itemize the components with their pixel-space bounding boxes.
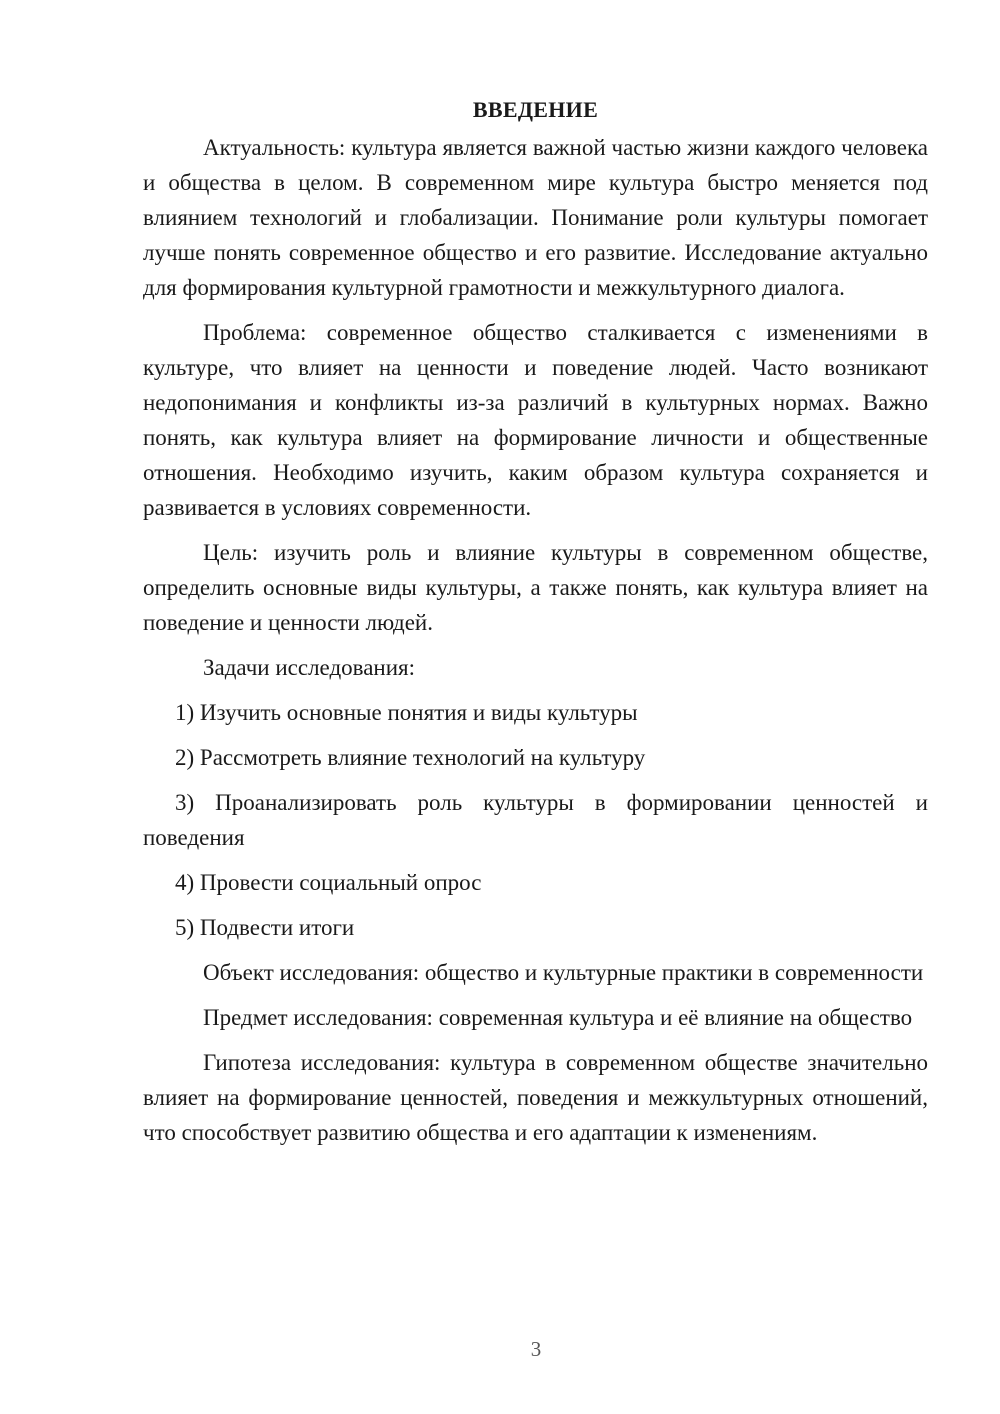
section-heading: ВВЕДЕНИЕ — [472, 97, 599, 122]
paragraph-relevance: Актуальность: культура является важной частью жизни каждого человека и общества в целом. В современном мире культура быстро меняется под влиянием технологий и глобализации. Понимание роли культуры помогает лучше понять современное общество и его развитие. Исследование актуально для формирования культурной грамотности и межкультурного диалога. — [143, 135, 928, 300]
paragraph-goal: Цель: изучить роль и влияние культуры в современном обществе, определить основные виды культуры, а также понять, как культура влияет на поведение и ценности людей. — [143, 540, 928, 635]
page-number: 3 — [530, 1337, 542, 1361]
task-item-2: 2) Рассмотреть влияние технологий на культуру — [175, 745, 646, 770]
task-item-5: 5) Подвести итоги — [175, 915, 355, 940]
paragraph-subject: Предмет исследования: современная культура и её влияние на общество — [203, 1005, 913, 1030]
page-body — [143, 92, 928, 1150]
task-item-4: 4) Провести социальный опрос — [175, 870, 482, 895]
paragraph-hypothesis: Гипотеза исследования: культура в современном обществе значительно влияет на формирование ценностей, поведения и межкультурных отношений, что способствует развитию общества и его адаптации к изменениям. — [143, 1050, 928, 1145]
tasks-title: Задачи исследования: — [203, 655, 416, 680]
task-item-3: 3) Проанализировать роль культуры в формировании ценностей и поведения — [143, 790, 928, 850]
paragraph-problem: Проблема: современное общество сталкивается с изменениями в культуре, что влияет на ценности и поведение людей. Часто возникают недопонимания и конфликты из-за различий в культурных нормах. Важно понять, как культура влияет на формирование личности и общественные отношения. Необходимо изучить, каким образом культура сохраняется и развивается в условиях современности. — [143, 320, 928, 520]
task-item-1: 1) Изучить основные понятия и виды культуры — [175, 700, 638, 725]
paragraph-object: Объект исследования: общество и культурные практики в современности — [203, 960, 924, 985]
